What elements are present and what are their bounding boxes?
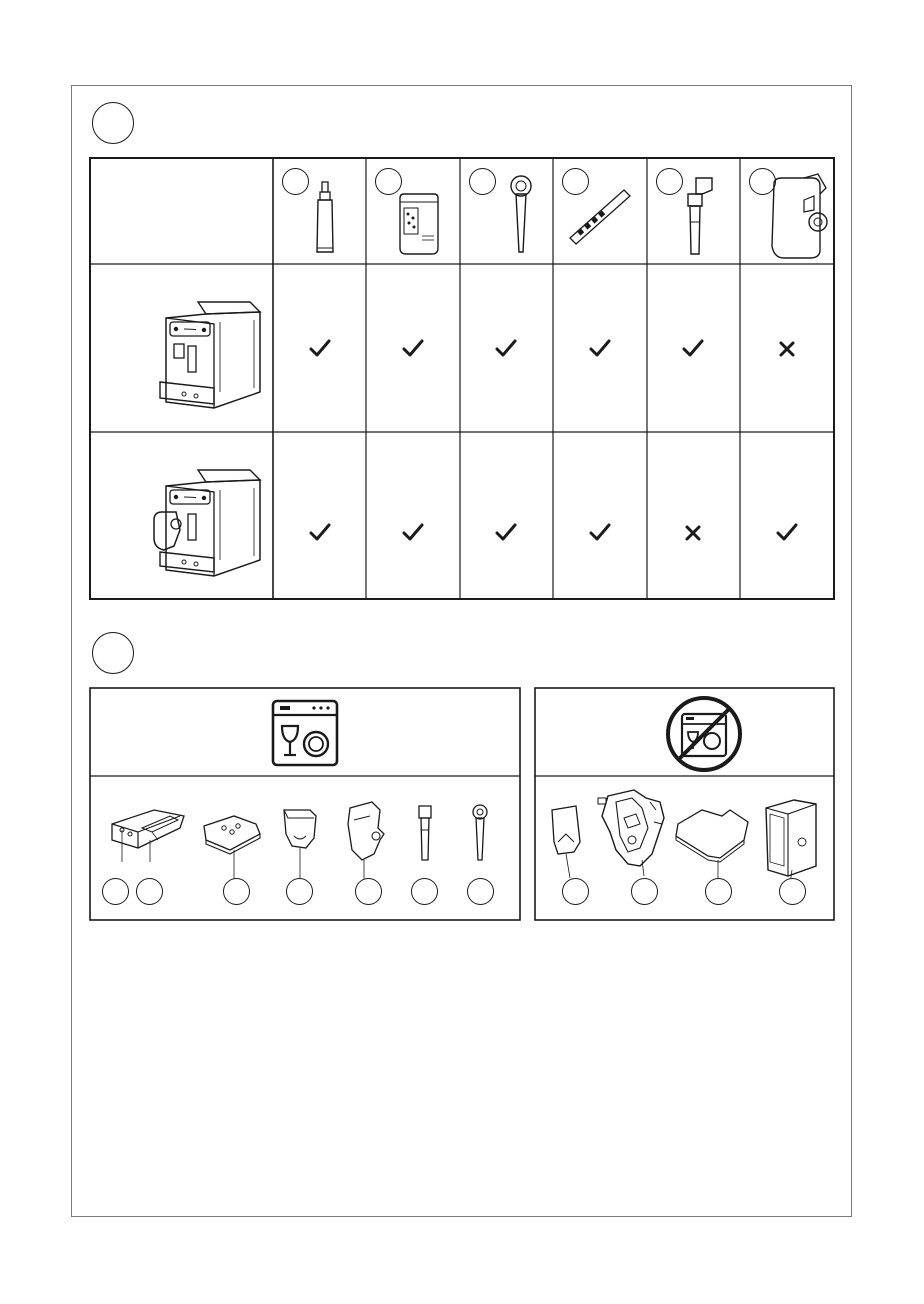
part-number-2 <box>136 878 163 905</box>
coffee-funnel-cover-icon <box>672 806 756 866</box>
part-number-10 <box>705 878 732 905</box>
part-number-8 <box>562 878 589 905</box>
part-number-11 <box>779 878 806 905</box>
drip-tray-cover-icon <box>200 810 266 860</box>
drip-tray-icon <box>108 802 188 862</box>
part-number-1 <box>102 878 129 905</box>
drip-tray-lid-icon <box>280 804 320 854</box>
not-dishwasher-safe-icon <box>664 694 744 774</box>
dishwasher-safe-icon <box>270 698 340 768</box>
part-number-9 <box>631 878 658 905</box>
part-number-3 <box>223 878 250 905</box>
part-number-7 <box>467 878 494 905</box>
water-tank-icon <box>762 796 822 880</box>
measuring-scoop-part-icon <box>468 802 492 866</box>
coffee-outlet-cover-icon <box>548 802 588 866</box>
part-number-4 <box>286 878 313 905</box>
part-number-6 <box>411 878 438 905</box>
part-number-5 <box>355 878 382 905</box>
milk-tube-part-icon <box>413 802 437 864</box>
coffee-grounds-container-icon <box>344 800 388 864</box>
brew-group-icon <box>594 788 674 872</box>
